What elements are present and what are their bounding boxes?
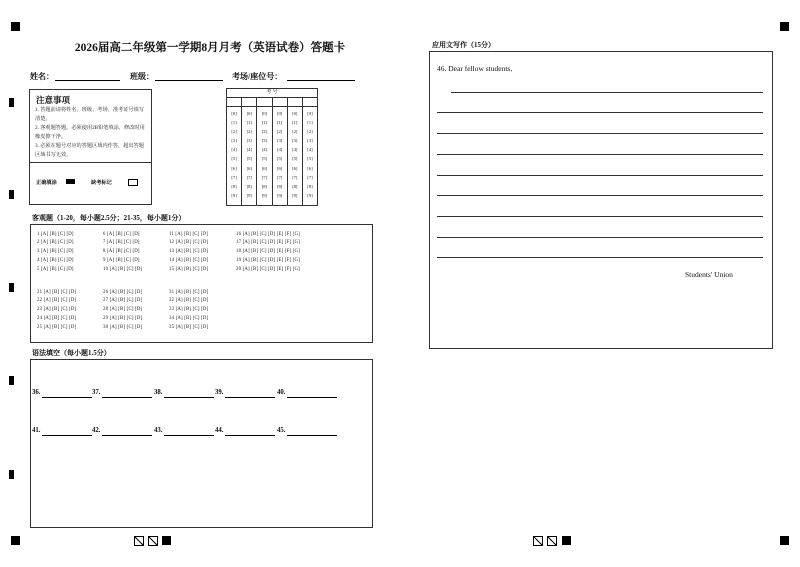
writing-line[interactable] [437,257,763,258]
exam-digit-bubble[interactable]: [7] [231,174,237,180]
answer-blank[interactable] [164,435,214,436]
exam-digit-bubble[interactable]: [0] [276,111,283,116]
choice-question[interactable]: 17 [A] [B] [C] [D] [E] [F] [G] [236,240,300,245]
choice-question[interactable]: 34 [A] [B] [C] [D] [169,316,209,321]
exam-digit-bubble[interactable]: [6] [276,165,283,171]
hatch-mark [533,536,543,546]
exam-digit-bubble[interactable]: [0] [231,111,237,116]
letter-opening: 46. Dear fellow students, [437,64,513,73]
exam-digit-bubble[interactable]: [5] [307,156,313,162]
choice-question[interactable]: 3 [A] [B] [C] [D] [37,249,74,254]
choice-question[interactable]: 6 [A] [B] [C] [D] [103,232,140,237]
choice-question[interactable]: 16 [A] [B] [C] [D] [E] [F] [G] [236,232,300,237]
choice-question[interactable]: 7 [A] [B] [C] [D] [103,240,140,245]
exam-digit-bubble[interactable]: [1] [307,120,313,126]
class-field[interactable] [155,80,223,81]
exam-digit-bubble[interactable]: [3] [276,138,283,144]
writing-line[interactable] [437,195,763,196]
choice-question[interactable]: 13 [A] [B] [C] [D] [169,249,209,254]
class-label: 班级： [130,72,154,81]
blank-number: 45. [277,427,286,434]
notice-item: 1. 答题前请将姓名、班级、考场、准考证号填写清楚。 [35,107,144,122]
exam-digit-bubble[interactable]: [4] [231,147,237,153]
writing-box [429,51,773,349]
exam-digit-bubble[interactable]: [0] [246,111,252,116]
exam-digit-bubble[interactable]: [9] [307,192,313,198]
exam-digit-bubble[interactable]: [9] [261,192,268,198]
choice-question[interactable]: 23 [A] [B] [C] [D] [37,307,77,312]
exam-digit-bubble[interactable]: [4] [292,147,298,153]
letter-signature: Students' Union [685,270,733,279]
exam-digit-bubble[interactable]: [4] [261,147,268,153]
choice-question[interactable]: 2 [A] [B] [C] [D] [37,240,74,245]
grammar-box [30,359,373,528]
exam-digit-bubble[interactable]: [5] [231,156,237,162]
name-label: 姓名： [30,72,54,81]
timing-mark [11,536,20,545]
exam-digit-bubble[interactable]: [2] [292,129,298,135]
exam-digit-bubble[interactable]: [8] [231,183,237,189]
exam-digit-bubble[interactable]: [3] [307,138,313,144]
choice-question[interactable]: 5 [A] [B] [C] [D] [37,267,74,272]
name-field[interactable] [55,80,120,81]
answer-blank[interactable] [225,397,275,398]
blank-number: 38. [154,389,163,396]
choice-question[interactable]: 11 [A] [B] [C] [D] [169,232,209,237]
correct-fill-label: 正确填涂 [36,180,57,186]
exam-number-column [288,107,303,205]
blank-number: 39. [215,389,224,396]
exam-digit-bubble[interactable]: [0] [307,111,313,116]
exam-digit-bubble[interactable]: [6] [231,165,237,171]
objective-title: 客观题（1-20，每小题2.5分；21-35，每小题1分） [32,214,186,222]
exam-number-column [273,107,288,205]
blank-number: 42. [92,427,101,434]
grammar-title: 语法填空（每小题1.5分） [32,349,111,357]
choice-question[interactable]: 21 [A] [B] [C] [D] [37,290,77,295]
exam-digit-bubble[interactable]: [1] [231,120,237,126]
exam-digit-bubble[interactable]: [9] [231,192,237,198]
absent-mark-box[interactable] [128,179,138,186]
exam-digit-bubble[interactable]: [4] [246,147,252,153]
side-timing-mark [9,376,14,385]
exam-digit-bubble[interactable]: [8] [246,183,252,189]
side-timing-mark [9,283,14,292]
writing-title: 应用文写作（15分） [432,41,495,49]
choice-question[interactable]: 32 [A] [B] [C] [D] [169,298,209,303]
exam-digit-bubble[interactable]: [8] [276,183,283,189]
exam-digit-bubble[interactable]: [1] [292,120,298,126]
exam-digit-bubble[interactable]: [5] [246,156,252,162]
timing-mark [562,536,571,545]
exam-digit-bubble[interactable]: [2] [231,129,237,135]
correct-fill-sample [66,179,75,184]
exam-digit-bubble[interactable]: [3] [292,138,298,144]
exam-digit-bubble[interactable]: [5] [261,156,268,162]
choice-question[interactable]: 26 [A] [B] [C] [D] [103,290,143,295]
blank-number: 43. [154,427,163,434]
exam-digit-bubble[interactable]: [1] [276,120,283,126]
exam-digit-bubble[interactable]: [9] [292,192,298,198]
answer-blank[interactable] [102,435,152,436]
exam-digit-bubble[interactable]: [7] [292,174,298,180]
choice-question[interactable]: 15 [A] [B] [C] [D] [169,267,209,272]
exam-number-column [242,107,257,205]
exam-digit-bubble[interactable]: [8] [292,183,298,189]
exam-digit-bubble[interactable]: [4] [307,147,313,153]
exam-digit-bubble[interactable]: [8] [261,183,268,189]
exam-digit-bubble[interactable]: [3] [261,138,268,144]
answer-blank[interactable] [287,435,337,436]
exam-digit-bubble[interactable]: [6] [261,165,268,171]
writing-line[interactable] [437,216,763,217]
blank-number: 44. [215,427,224,434]
writing-line[interactable] [437,112,763,113]
answer-blank[interactable] [225,435,275,436]
blank-number: 40. [277,389,286,396]
exam-digit-bubble[interactable]: [2] [261,129,268,135]
timing-mark [780,536,789,545]
exam-digit-bubble[interactable]: [5] [292,156,298,162]
choice-question[interactable]: 27 [A] [B] [C] [D] [103,298,143,303]
choice-question[interactable]: 24 [A] [B] [C] [D] [37,316,77,321]
exam-number-column [303,107,317,205]
blank-number: 37. [92,389,101,396]
choice-question[interactable]: 4 [A] [B] [C] [D] [37,258,74,263]
exam-digit-bubble[interactable]: [7] [261,174,268,180]
choice-question[interactable]: 31 [A] [B] [C] [D] [169,290,209,295]
exam-digit-bubble[interactable]: [3] [246,138,252,144]
exam-digit-bubble[interactable]: [7] [307,174,313,180]
choice-question[interactable]: 33 [A] [B] [C] [D] [169,307,209,312]
choice-question[interactable]: 28 [A] [B] [C] [D] [103,307,143,312]
choice-question[interactable]: 35 [A] [B] [C] [D] [169,325,209,330]
exam-number-header: 考 号 [227,89,317,98]
writing-line[interactable] [437,154,763,155]
timing-mark [780,22,789,31]
exam-digit-bubble[interactable]: [4] [276,147,283,153]
exam-number-column [257,107,272,205]
choice-question[interactable]: 25 [A] [B] [C] [D] [37,325,77,330]
absent-mark-label: 缺考标记 [91,180,112,186]
exam-digit-bubble[interactable]: [8] [307,183,313,189]
notice-title: 注意事项 [36,95,71,105]
exam-digit-bubble[interactable]: [1] [261,120,268,126]
notice-item: 2. 客观题答题，必须使用2B铅笔填涂，修改时用橡皮擦干净。 [35,125,145,140]
choice-question[interactable]: 20 [A] [B] [C] [D] [E] [F] [G] [236,267,300,272]
choice-question[interactable]: 1 [A] [B] [C] [D] [37,232,74,237]
writing-line[interactable] [437,237,763,238]
choice-question[interactable]: 8 [A] [B] [C] [D] [103,249,140,254]
exam-digit-bubble[interactable]: [2] [276,129,283,135]
writing-line[interactable] [451,92,763,93]
exam-digit-bubble[interactable]: [7] [276,174,283,180]
notice-item: 3. 必须在题号对应的答题区域内作答，超出答题区域书写无效。 [35,143,144,158]
notice-box [29,89,152,205]
room-seat-label: 考场/座位号： [232,72,283,81]
writing-line[interactable] [437,175,763,176]
exam-digit-bubble[interactable]: [6] [292,165,298,171]
answer-blank[interactable] [42,397,92,398]
exam-digit-bubble[interactable]: [2] [246,129,252,135]
room-seat-field[interactable] [287,80,355,81]
exam-digit-bubble[interactable]: [1] [246,120,252,126]
answer-blank[interactable] [287,397,337,398]
choice-question[interactable]: 9 [A] [B] [C] [D] [103,258,140,263]
exam-number-grid [226,88,318,206]
choice-question[interactable]: 29 [A] [B] [C] [D] [103,316,143,321]
exam-digit-bubble[interactable]: [0] [261,111,268,116]
choice-question[interactable]: 19 [A] [B] [C] [D] [E] [F] [G] [236,258,300,263]
blank-number: 41. [32,427,41,434]
divider [30,162,151,163]
answer-blank[interactable] [164,397,214,398]
exam-digit-bubble[interactable]: [9] [276,192,283,198]
blank-number: 36. [32,389,41,396]
exam-digit-bubble[interactable]: [2] [307,129,313,135]
side-timing-mark [9,470,14,479]
hatch-mark [148,536,158,546]
hatch-mark [547,536,557,546]
timing-mark [162,536,171,545]
page-title: 2026届高二年级第一学期8月月考（英语试卷）答题卡 [74,42,346,54]
hatch-mark [134,536,144,546]
choice-question[interactable]: 10 [A] [B] [C] [D] [103,267,143,272]
exam-digit-bubble[interactable]: [5] [276,156,283,162]
exam-digit-bubble[interactable]: [3] [231,138,237,144]
choice-question[interactable]: 30 [A] [B] [C] [D] [103,325,143,330]
side-timing-mark [9,190,14,199]
exam-digit-bubble[interactable]: [9] [246,192,252,198]
choice-question[interactable]: 22 [A] [B] [C] [D] [37,298,77,303]
answer-blank[interactable] [42,435,92,436]
choice-question[interactable]: 12 [A] [B] [C] [D] [169,240,209,245]
exam-digit-bubble[interactable]: [6] [246,165,252,171]
choice-question[interactable]: 14 [A] [B] [C] [D] [169,258,209,263]
writing-line[interactable] [437,133,763,134]
timing-mark [11,22,20,31]
exam-number-write-row[interactable] [227,98,317,107]
choice-question[interactable]: 18 [A] [B] [C] [D] [E] [F] [G] [236,249,300,254]
side-timing-mark [9,98,14,107]
answer-blank[interactable] [102,397,152,398]
exam-digit-bubble[interactable]: [0] [292,111,298,116]
exam-number-column [227,107,242,205]
exam-digit-bubble[interactable]: [7] [246,174,252,180]
exam-digit-bubble[interactable]: [6] [307,165,313,171]
